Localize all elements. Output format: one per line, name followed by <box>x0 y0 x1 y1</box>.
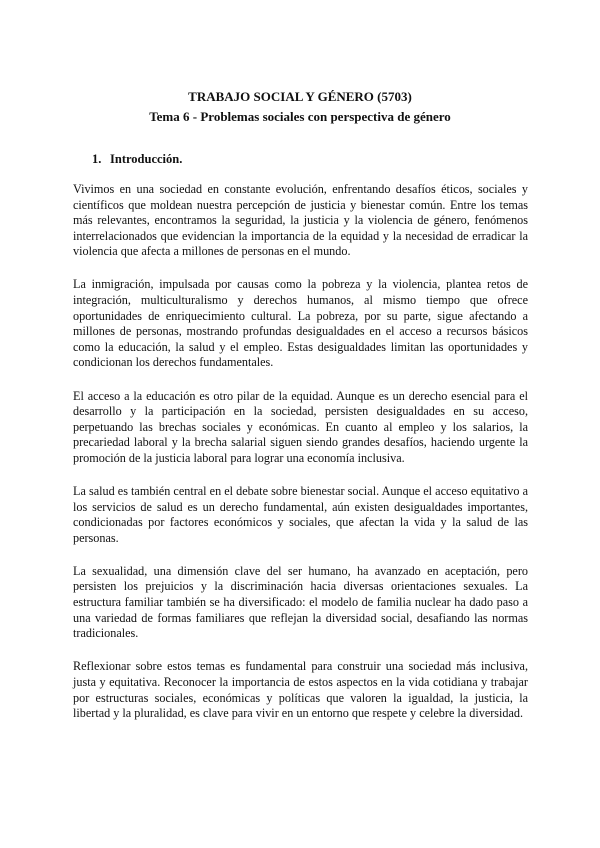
document-title: TRABAJO SOCIAL Y GÉNERO (5703) <box>188 89 412 104</box>
paragraph-immigration: La inmigración, impulsada por causas como la pobreza y la violencia, plantea retos de integración, multiculturalismo y derechos humanos, al mismo tiempo que ofrece oportunidades de enriquecimiento cultural. La pobreza, por su parte, sigue afectando a millones de personas, mostrando profundas desigualdades en el acceso a recursos básicos como la educación, la salud y el empleo. Estas desigualdades limitan las oportunidades y condicionan los derechos fundamentales. <box>73 277 528 370</box>
paragraph-education: El acceso a la educación es otro pilar de la equidad. Aunque es un derecho esencial para el desarrollo y la participación en la sociedad, persisten desigualdades en su acceso, perpetuando las brechas sociales y económicas. En cuanto al empleo y los salarios, la precariedad laboral y la brecha salarial siguen siendo grandes desafíos, haciendo urgente la promoción de la justicia laboral para lograr una economía inclusiva. <box>73 388 528 465</box>
document-subtitle: Tema 6 - Problemas sociales con perspectiva de género <box>149 109 451 124</box>
section-heading-text: Introducción. <box>110 152 183 166</box>
section-heading <box>92 151 182 167</box>
paragraph-conclusion: Reflexionar sobre estos temas es fundamental para construir una sociedad más inclusiva, justa y equitativa. Reconocer la importancia de estos aspectos en la vida cotidiana y trabajar por estructuras sociales, económicas y políticas que valoren la igualdad, la justicia, la libertad y la pluralidad, es clave para vivir en un entorno que respete y celebre la diversidad. <box>73 659 528 721</box>
body-text <box>73 182 528 739</box>
paragraph-sexuality: La sexualidad, una dimensión clave del ser humano, ha avanzado en aceptación, pero persisten los prejuicios y la discriminación hacia diversas orientaciones sexuales. La estructura familiar también se ha diversificado: el modelo de familia nuclear ha dado paso a una variedad de formas familiares que reflejan la diversidad social, desafiando las normas tradicionales. <box>73 563 528 641</box>
section-number: 1. <box>92 152 102 166</box>
paragraph-intro: Vivimos en una sociedad en constante evolución, enfrentando desafíos éticos, sociales y científicos que moldean nuestra percepción de justicia y bienestar común. Entre los temas más relevantes, encontramos la seguridad, la justicia y la violencia de género, fenómenos interrelacionados que evidencian la importancia de la equidad y la necesidad de erradicar la violencia que afecta a millones de personas en el mundo. <box>73 182 528 259</box>
paragraph-health: La salud es también central en el debate sobre bienestar social. Aunque el acceso equitativo a los servicios de salud es un derecho fundamental, aún existen desigualdades importantes, condicionadas por factores económicos y sociales, que afectan la vida y la salud de las personas. <box>73 484 528 545</box>
